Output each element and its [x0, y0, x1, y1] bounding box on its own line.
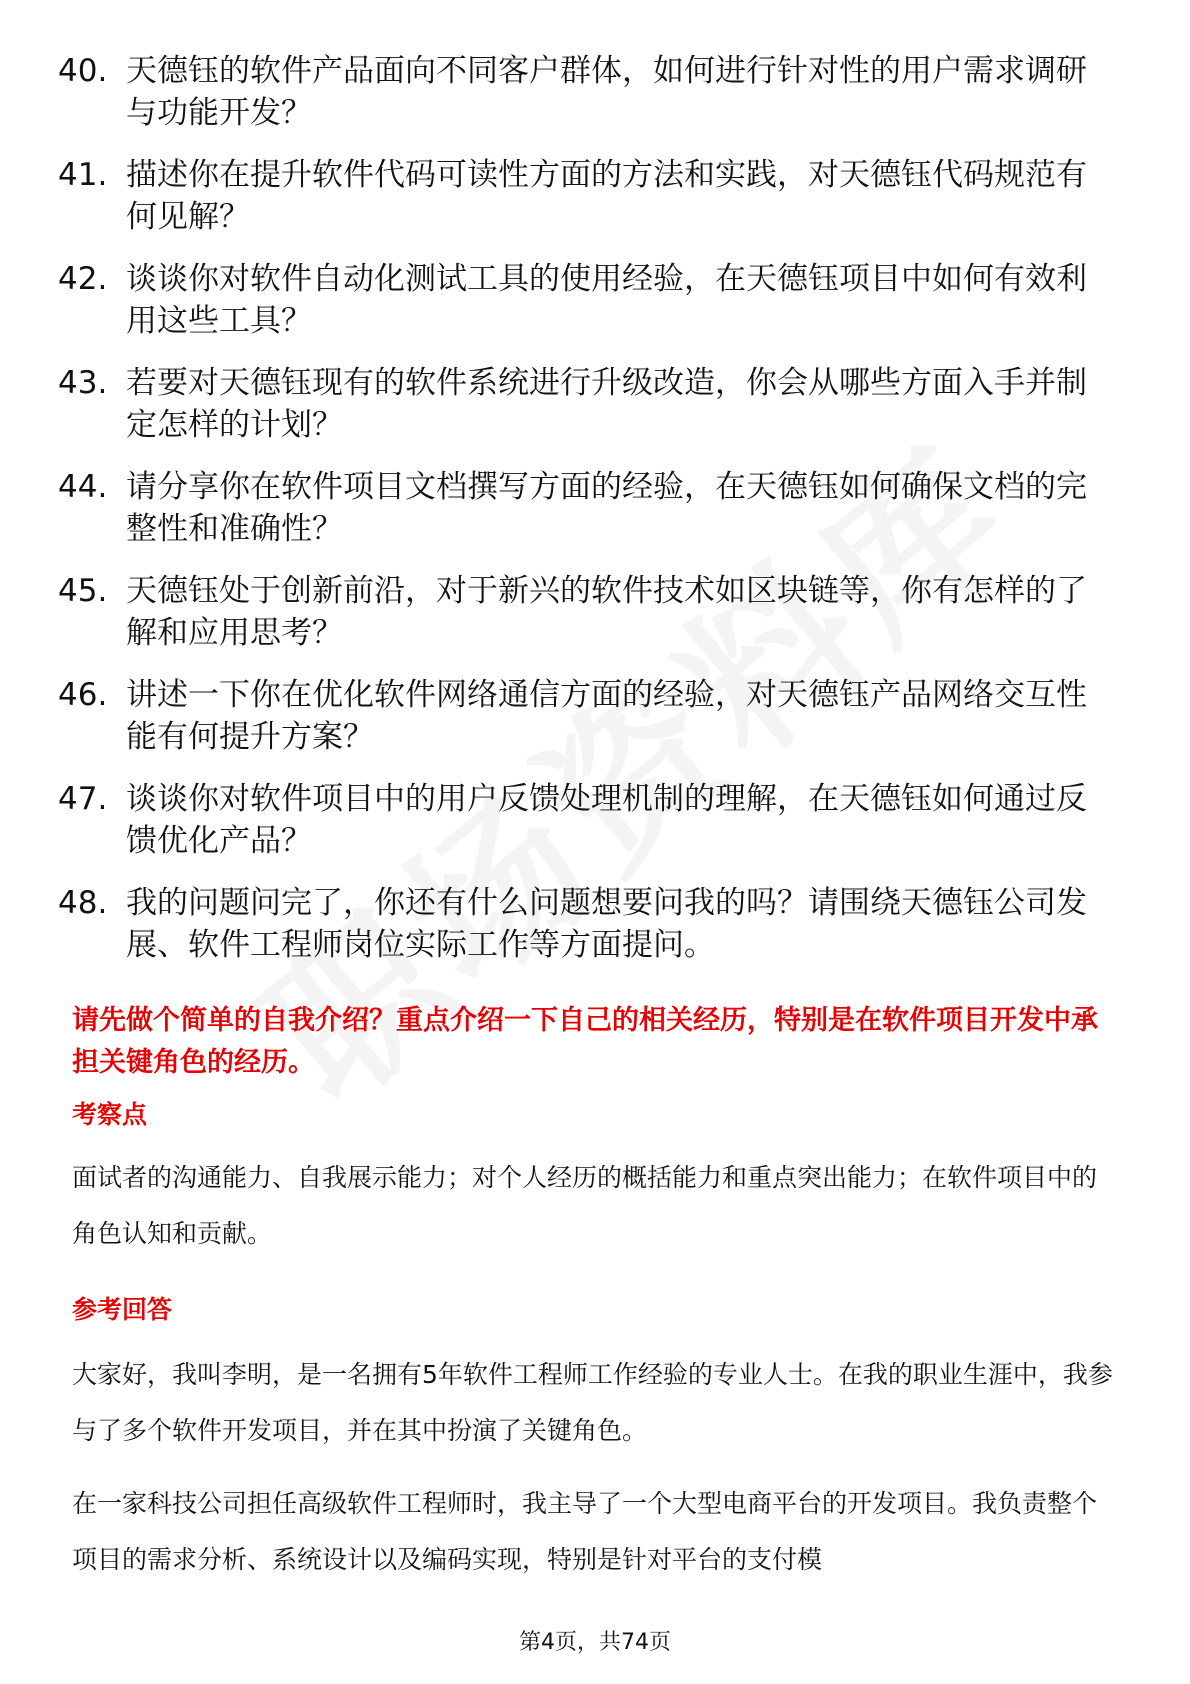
assessment-text: 面试者的沟通能力、自我展示能力；对个人经历的概括能力和重点突出能力；在软件项目中的角色认知和贡献。 [72, 1163, 1098, 1248]
question-text: 请分享你在软件项目文档撰写方面的经验，在天德钰如何确保文档的完整性和准确性？ [126, 469, 1087, 547]
question-number: 48. [58, 885, 108, 921]
list-item [58, 258, 1138, 342]
question-number: 42. [58, 261, 108, 297]
question-text: 讲述一下你在优化软件网络通信方面的经验，对天德钰产品网络交互性能有何提升方案？ [126, 677, 1087, 755]
question-text: 描述你在提升软件代码可读性方面的方法和实践，对天德钰代码规范有何见解？ [126, 157, 1087, 235]
reference-paragraph: 在一家科技公司担任高级软件工程师时，我主导了一个大型电商平台的开发项目。我负责整个项目的需求分析、系统设计以及编码实现，特别是针对平台的支付模 [72, 1489, 1098, 1574]
question-text: 谈谈你对软件自动化测试工具的使用经验，在天德钰项目中如何有效利用这些工具？ [126, 261, 1087, 339]
question-number: 45. [58, 573, 108, 609]
reference-paragraph: 大家好，我叫李明，是一名拥有5年软件工程师工作经验的专业人士。在我的职业生涯中，我参与了多个软件开发项目，并在其中扮演了关键角色。 [72, 1360, 1113, 1445]
list-item [58, 778, 1138, 862]
featured-question: 请先做个简单的自我介绍？重点介绍一下自己的相关经历，特别是在软件项目开发中承担关键角色的经历。 [72, 1005, 1098, 1078]
list-item [58, 674, 1138, 758]
question-number: 44. [58, 469, 108, 505]
question-text: 天德钰的软件产品面向不同客户群体，如何进行针对性的用户需求调研与功能开发？ [126, 53, 1087, 131]
page-number: 第4页，共74页 [519, 1630, 671, 1655]
question-list [58, 50, 1138, 986]
list-item [58, 50, 1138, 134]
list-item [58, 362, 1138, 446]
reference-title: 参考回答 [72, 1295, 173, 1324]
assessment-title: 考察点 [72, 1100, 148, 1129]
question-text: 天德钰处于创新前沿，对于新兴的软件技术如区块链等，你有怎样的了解和应用思考？ [126, 573, 1087, 651]
question-number: 43. [58, 365, 108, 401]
list-item [58, 882, 1138, 966]
question-text: 谈谈你对软件项目中的用户反馈处理机制的理解，在天德钰如何通过反馈优化产品？ [126, 781, 1087, 859]
question-text: 若要对天德钰现有的软件系统进行升级改造，你会从哪些方面入手并制定怎样的计划？ [126, 365, 1087, 443]
question-number: 47. [58, 781, 108, 817]
question-text: 我的问题问完了，你还有什么问题想要问我的吗？请围绕天德钰公司发展、软件工程师岗位实际工作等方面提问。 [126, 885, 1087, 963]
list-item [58, 570, 1138, 654]
question-number: 46. [58, 677, 108, 713]
list-item [58, 154, 1138, 238]
question-number: 41. [58, 157, 108, 193]
list-item [58, 466, 1138, 550]
question-number: 40. [58, 53, 108, 89]
